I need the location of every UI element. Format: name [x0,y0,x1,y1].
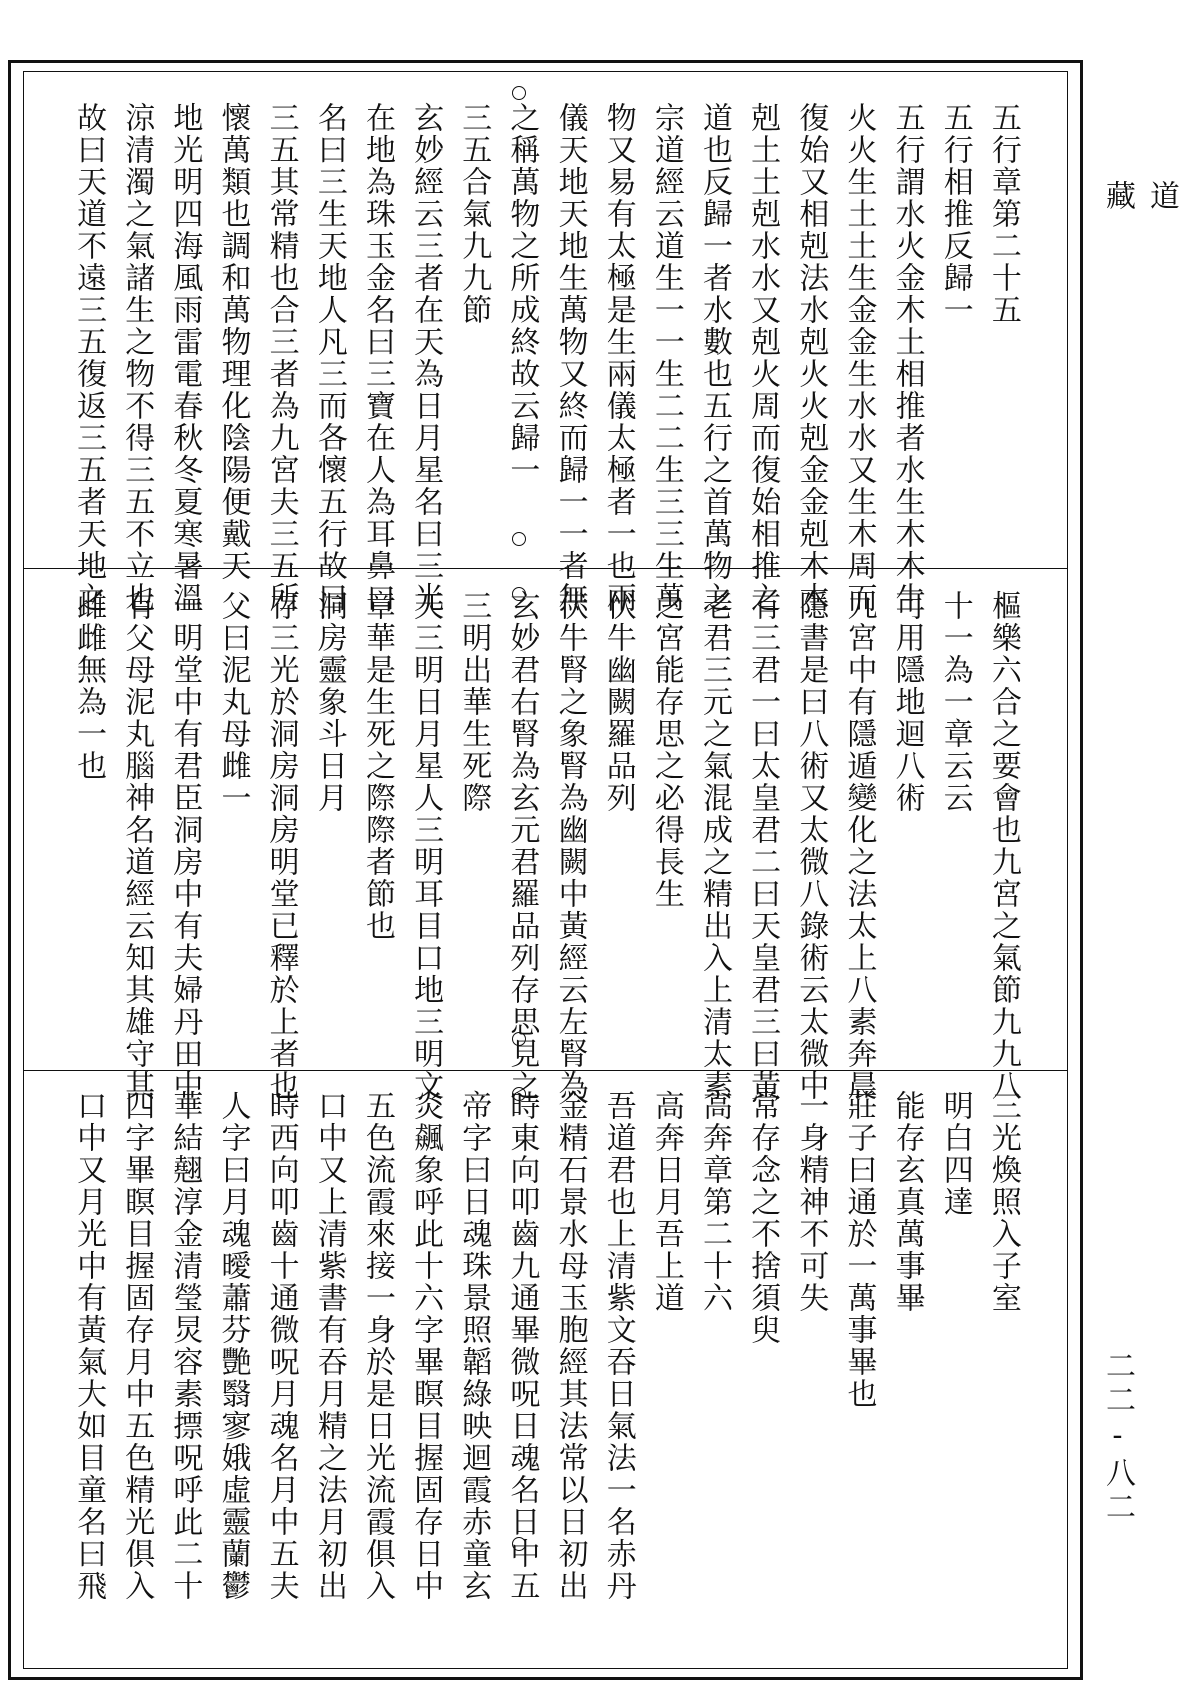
text-column: 宗道經云道生一一生二二生三三生萬 [648,102,684,614]
text-column: 時西向叩齒十通微呪月魂名月中五夫 [263,1090,299,1602]
annotation-circle [512,532,526,546]
text-column: 儀天地天地生萬物又終而歸一一者無 [552,102,588,614]
text-column: 能存玄真萬事畢 [889,1090,925,1314]
inner-border [23,71,1068,1669]
text-column: 物又易有太極是生兩儀太極者一也兩 [600,102,636,614]
text-column: 之宮能存思之必得長生 [648,590,684,910]
text-column: 火火生土土生金金生水水又生木周而 [841,102,877,614]
text-column: 道也反歸一者水數也五行之首萬物之 [697,102,733,614]
page-frame [8,60,1083,1680]
text-column: 五行章第二十五 [985,102,1021,326]
text-section-middle [64,590,1027,1102]
text-column: 九宮中有隱遁變化之法太上八素奔晨 [841,590,877,1102]
text-column: 玄妙經云三者在天為日月星名曰三光 [408,102,444,614]
text-column: 天三明日月星人三明耳目口地三明文 [408,590,444,1102]
text-column: 時東向叩齒九通畢微呪日魂名日中五 [504,1090,540,1602]
annotation-circle [512,1032,526,1046]
text-column: 有三君一曰太皇君二曰天皇君三曰黃 [745,590,781,1102]
text-column: 明白四達 [937,1090,973,1218]
annotation-circle [512,1087,526,1101]
annotation-circle [512,1537,526,1551]
text-column: 懷萬類也調和萬物理化陰陽便戴天 [215,102,251,582]
text-column: 炎飆象呼此十六字畢瞑目握固存日中 [408,1090,444,1602]
text-column: 三明出華生死際 [456,590,492,814]
text-column: 五色流霞來接一身於是日光流霞俱入 [359,1090,395,1602]
text-column: 華結翹淳金清瑩炅容素摽呪呼此二十 [167,1090,203,1602]
text-column: 高奔日月吾上道 [648,1090,684,1314]
annotation-circle [512,587,526,601]
text-column: 樞樂六合之要會也九宮之氣節九九八 [985,590,1021,1102]
text-column: 老君三元之氣混成之精出入上清太素 [697,590,733,1102]
text-column: 高奔章第二十六 [697,1090,733,1314]
text-column: 五行相推反歸一 [937,102,973,326]
margin-label-bottom: 二二-八二 [1100,1350,1135,1525]
text-column: 涼清濁之氣諸生之物不得三五不立也 [119,102,155,614]
text-column: 剋土土剋水水又剋火周而復始相推之 [745,102,781,614]
text-column: 一明堂中有君臣洞房中有夫婦丹田中 [167,590,203,1102]
text-section-top [64,102,1027,614]
text-column: 可用隱地迴八術 [889,590,925,814]
text-column: 章華是生死之際際者節也 [359,590,395,942]
margin-label-top: 道 藏 [1100,180,1179,270]
text-column: 莊子曰通於一萬事畢也 [841,1090,877,1410]
annotation-circle [512,86,526,100]
text-column: 吾道君也上清紫文吞日氣法一名赤丹 [600,1090,636,1602]
text-column: 隱書是曰八術又太微八錄術云太微中 [793,590,829,1102]
text-column: 人字曰月魂曖蕭芬艷翳寥娥虛靈蘭鬱 [215,1090,251,1602]
text-column: 之稱萬物之所成終故云歸一 [504,102,540,486]
text-column: 帝字曰日魂珠景照韜綠映迴霞赤童玄 [456,1090,492,1602]
text-column: 父曰泥丸母雌一 [215,590,251,814]
text-column: 五行謂水火金木土相推者水生木木生 [889,102,925,614]
text-column: 洞房靈象斗日月 [311,590,347,814]
text-column: 四字畢瞑目握固存月中五色精光俱入 [119,1090,155,1602]
text-section-bottom [64,1090,1027,1650]
text-column: 在地為珠玉金名曰三寶在人為耳鼻口 [359,102,395,614]
text-column: 十一為一章云云 [937,590,973,814]
text-column: 有父母泥丸腦神名道經云知其雄守其 [119,590,155,1102]
text-column: 金精石景水母玉胞經其法常以日初出 [552,1090,588,1602]
text-column: 故曰天道不遠三五復返三五者天地之 [71,102,107,614]
text-column: 存三光於洞房洞房明堂已釋於上者也 [263,590,299,1102]
text-column: 雌雌無為一也 [71,590,107,782]
text-column: 伏牛幽闕羅品列 [600,590,636,814]
text-column: 名曰三生天地人凡三而各懷五行故曰 [311,102,347,614]
text-column: 地光明四海風雨雷電春秋冬夏寒暑溫 [167,102,203,614]
text-column: 常存念之不捨須臾 [745,1090,781,1346]
text-column: 口中又月光中有黃氣大如目童名曰飛 [71,1090,107,1602]
text-column: 玄妙君右腎為玄元君羅品列存思見之 [504,590,540,1102]
text-column: 復始又相剋法水剋火火剋金金剋木木 [793,102,829,614]
text-column: 三五合氣九九節 [456,102,492,326]
text-column: 三光煥照入子室 [985,1090,1021,1314]
text-column: 口中又上清紫書有吞月精之法月初出 [311,1090,347,1602]
text-column: 伏牛腎之象腎為幽闕中黃經云左腎為 [552,590,588,1102]
text-column: 三五其常精也合三者為九宮夫三五所 [263,102,299,614]
text-column: 一身精神不可失 [793,1090,829,1314]
